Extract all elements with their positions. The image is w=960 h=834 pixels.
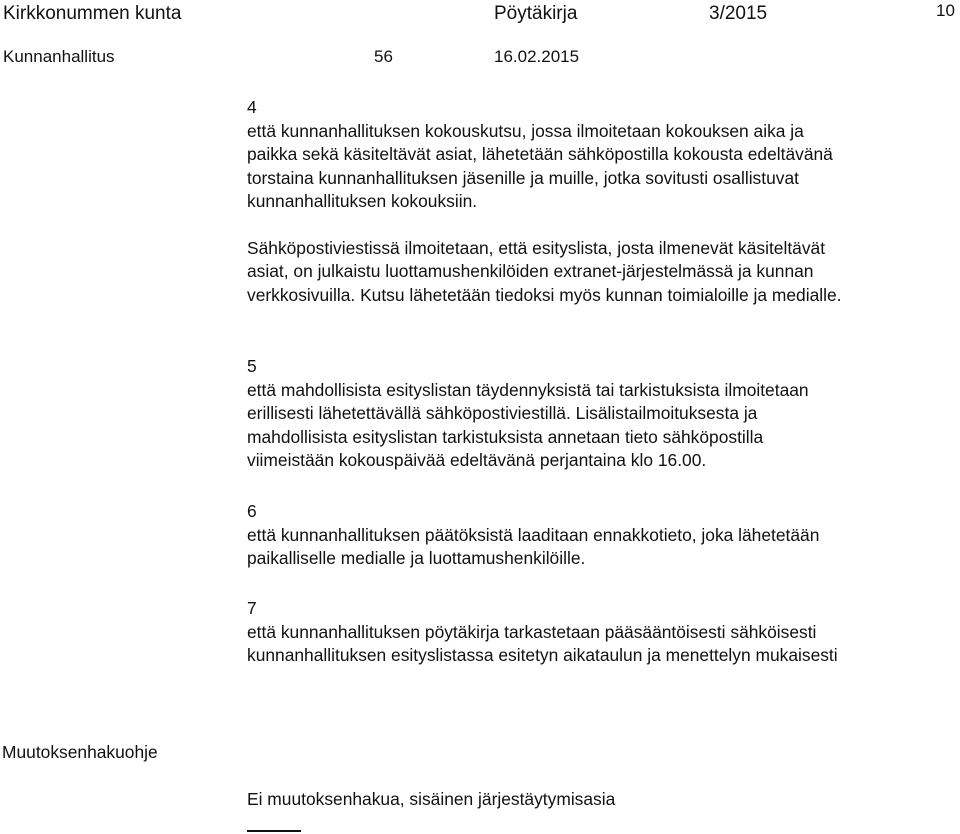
header-municipality: Kirkkonummen kunta xyxy=(3,3,182,24)
text-line: mahdollisista esityslistan tarkistuksista annetaan tieto sähköpostilla xyxy=(247,426,764,447)
text-line: että kunnanhallituksen pöytäkirja tarkastetaan pääsääntöisesti sähköisesti xyxy=(247,621,817,642)
decision-item-4 xyxy=(247,96,937,307)
header-document-number: 3/2015 xyxy=(709,3,768,24)
text-line: erillisesti lähetettävällä sähköpostiviestillä. Lisälistailmoituksesta ja xyxy=(247,403,758,423)
item-paragraph xyxy=(247,379,937,473)
item-number: 7 xyxy=(247,598,257,618)
item-number: 4 xyxy=(247,97,257,117)
header-body-name: Kunnanhallitus xyxy=(3,47,115,66)
item-paragraph xyxy=(247,237,937,308)
text-line: torstaina kunnanhallituksen jäsenille ja muille, jotka sovitusti osallistuvat xyxy=(247,167,799,188)
item-number: 6 xyxy=(247,501,257,521)
appeal-text: Ei muutoksenhakua, sisäinen järjestäytymisasia xyxy=(247,789,616,809)
header-date: 16.02.2015 xyxy=(494,47,580,66)
text-line: että mahdollisista esityslistan täydennyksistä tai tarkistuksista ilmoitetaan xyxy=(247,379,809,400)
text-line: verkkosivuilla. Kutsu lähetetään tiedoksi myös kunnan toimialoille ja medialle. xyxy=(247,284,842,305)
text-line: asiat, on julkaistu luottamushenkilöiden extranet-järjestelmässä ja kunnan xyxy=(247,261,814,281)
end-rule xyxy=(247,830,301,832)
decision-item-6 xyxy=(247,500,937,571)
decision-item-7 xyxy=(247,597,937,668)
header-section-number: 56 xyxy=(374,47,393,66)
text-line: paikka sekä käsiteltävät asiat, lähetetään sähköpostilla kokousta edeltävänä xyxy=(247,144,833,164)
item-paragraph xyxy=(247,120,937,214)
item-paragraph xyxy=(247,524,937,571)
text-line: paikalliselle medialle ja luottamushenkilöille. xyxy=(247,548,586,568)
appeal-heading: Muutoksenhakuohje xyxy=(2,742,158,762)
item-paragraph xyxy=(247,621,937,668)
text-line: kunnanhallituksen esityslistassa esitetyn aikataulun ja menettelyn mukaisesti xyxy=(247,645,838,665)
text-line: että kunnanhallituksen päätöksistä laaditaan ennakkotieto, joka lähetetään xyxy=(247,524,820,545)
header-page-number: 10 xyxy=(936,1,955,20)
text-line: viimeistään kokouspäivää edeltävänä perjantaina klo 16.00. xyxy=(247,450,707,470)
header-document-type: Pöytäkirja xyxy=(494,3,578,24)
text-line: että kunnanhallituksen kokouskutsu, jossa ilmoitetaan kokouksen aika ja xyxy=(247,120,804,141)
text-line: Sähköpostiviestissä ilmoitetaan, että esityslista, josta ilmenevät käsiteltävät xyxy=(247,237,826,258)
item-number: 5 xyxy=(247,356,257,376)
text-line: kunnanhallituksen kokouksiin. xyxy=(247,191,478,211)
decision-item-5 xyxy=(247,355,937,473)
